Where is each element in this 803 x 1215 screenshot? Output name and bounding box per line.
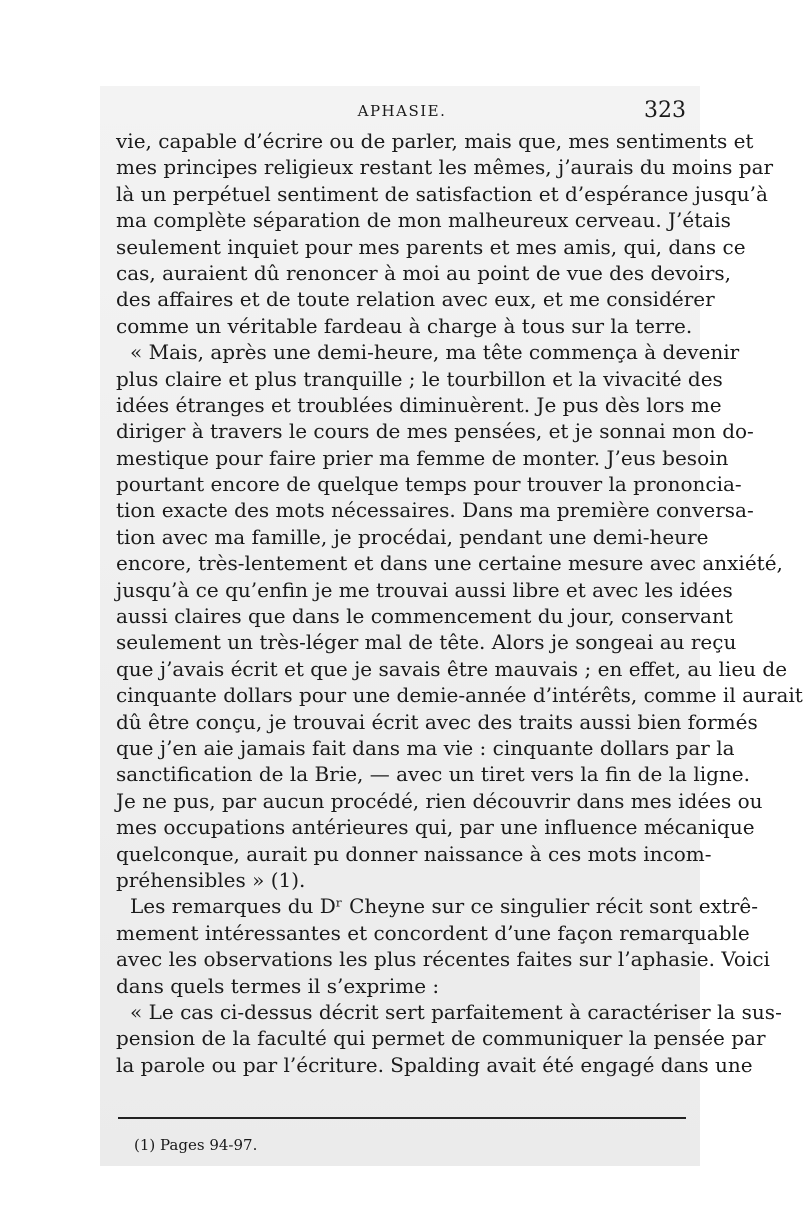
text-line: jusqu’à ce qu’enfin je me trouvai aussi libre et avec les idées [116, 577, 733, 602]
text-line: aussi claires que dans le commencement du jour, conservant [116, 604, 733, 629]
text-line: cinquante dollars pour une demie-année d’intérêts, comme il aurait [116, 683, 803, 708]
text-line: tion avec ma famille, je procédai, pendant une demi-heure [116, 524, 709, 549]
footnote: (1) Pages 94-97. [134, 1136, 258, 1154]
running-title: APHASIE. [357, 102, 447, 120]
text-line: « Le cas ci-dessus décrit sert parfaitement à caractériser la sus- [130, 999, 782, 1024]
text-line: là un perpétuel sentiment de satisfaction et d’espérance jusqu’à [116, 181, 768, 206]
page-header [118, 100, 686, 130]
text-line: préhensibles » (1). [116, 867, 306, 892]
footnote-rule [118, 1117, 686, 1119]
text-line: mes occupations antérieures qui, par une influence mécanique [116, 815, 755, 840]
text-line: mes principes religieux restant les mêmes, j’aurais du moins par [116, 155, 774, 180]
text-line: mement intéressantes et concordent d’une façon remarquable [116, 920, 750, 945]
text-line: sanctification de la Brie, — avec un tiret vers la fin de la ligne. [116, 762, 750, 787]
text-line: vie, capable d’écrire ou de parler, mais que, mes sentiments et [116, 129, 754, 153]
text-line: Les remarques du Dʳ Cheyne sur ce singulier récit sont extrê- [130, 894, 758, 919]
text-line: dû être conçu, je trouvai écrit avec des traits aussi bien formés [116, 709, 758, 734]
text-line: que j’avais écrit et que je savais être mauvais ; en effet, au lieu de [116, 656, 788, 681]
text-line: des affaires et de toute relation avec eux, et me considérer [116, 287, 715, 312]
text-line: pension de la faculté qui permet de communiquer la pensée par [116, 1026, 766, 1051]
text-line: dans quels termes il s’exprime : [116, 973, 440, 998]
text-line: seulement inquiet pour mes parents et mes amis, qui, dans ce [116, 234, 746, 259]
text-line: seulement un très-léger mal de tête. Alors je songeai au reçu [116, 630, 737, 655]
text-line: ma complète séparation de mon malheureux cerveau. J’étais [116, 208, 731, 233]
text-line: encore, très-lentement et dans une certaine mesure avec anxiété, [116, 551, 783, 576]
text-line: idées étranges et troublées diminuèrent. Je pus dès lors me [116, 392, 722, 417]
body-text [116, 128, 803, 1078]
text-line: comme un véritable fardeau à charge à tous sur la terre. [116, 313, 693, 338]
text-line: plus claire et plus tranquille ; le tourbillon et la vivacité des [116, 366, 723, 391]
text-line: tion exacte des mots nécessaires. Dans ma première conversa- [116, 498, 754, 523]
text-line: la parole ou par l’écriture. Spalding avait été engagé dans une [116, 1052, 753, 1077]
text-line: que j’en aie jamais fait dans ma vie : cinquante dollars par la [116, 735, 735, 760]
text-line: pourtant encore de quelque temps pour trouver la prononcia- [116, 472, 742, 497]
text-line: quelconque, aurait pu donner naissance à ces mots incom- [116, 841, 712, 866]
page-number: 323 [644, 98, 686, 123]
text-line: diriger à travers le cours de mes pensées, et je sonnai mon do- [116, 419, 754, 444]
text-line: avec les observations les plus récentes faites sur l’aphasie. Voici [116, 947, 770, 972]
text-line: cas, auraient dû renoncer à moi au point de vue des devoirs, [116, 260, 731, 285]
text-line: « Mais, après une demi-heure, ma tête commença à devenir [130, 340, 740, 365]
text-line: mestique pour faire prier ma femme de monter. J’eus besoin [116, 445, 729, 470]
text-line: Je ne pus, par aucun procédé, rien découvrir dans mes idées ou [116, 788, 763, 813]
